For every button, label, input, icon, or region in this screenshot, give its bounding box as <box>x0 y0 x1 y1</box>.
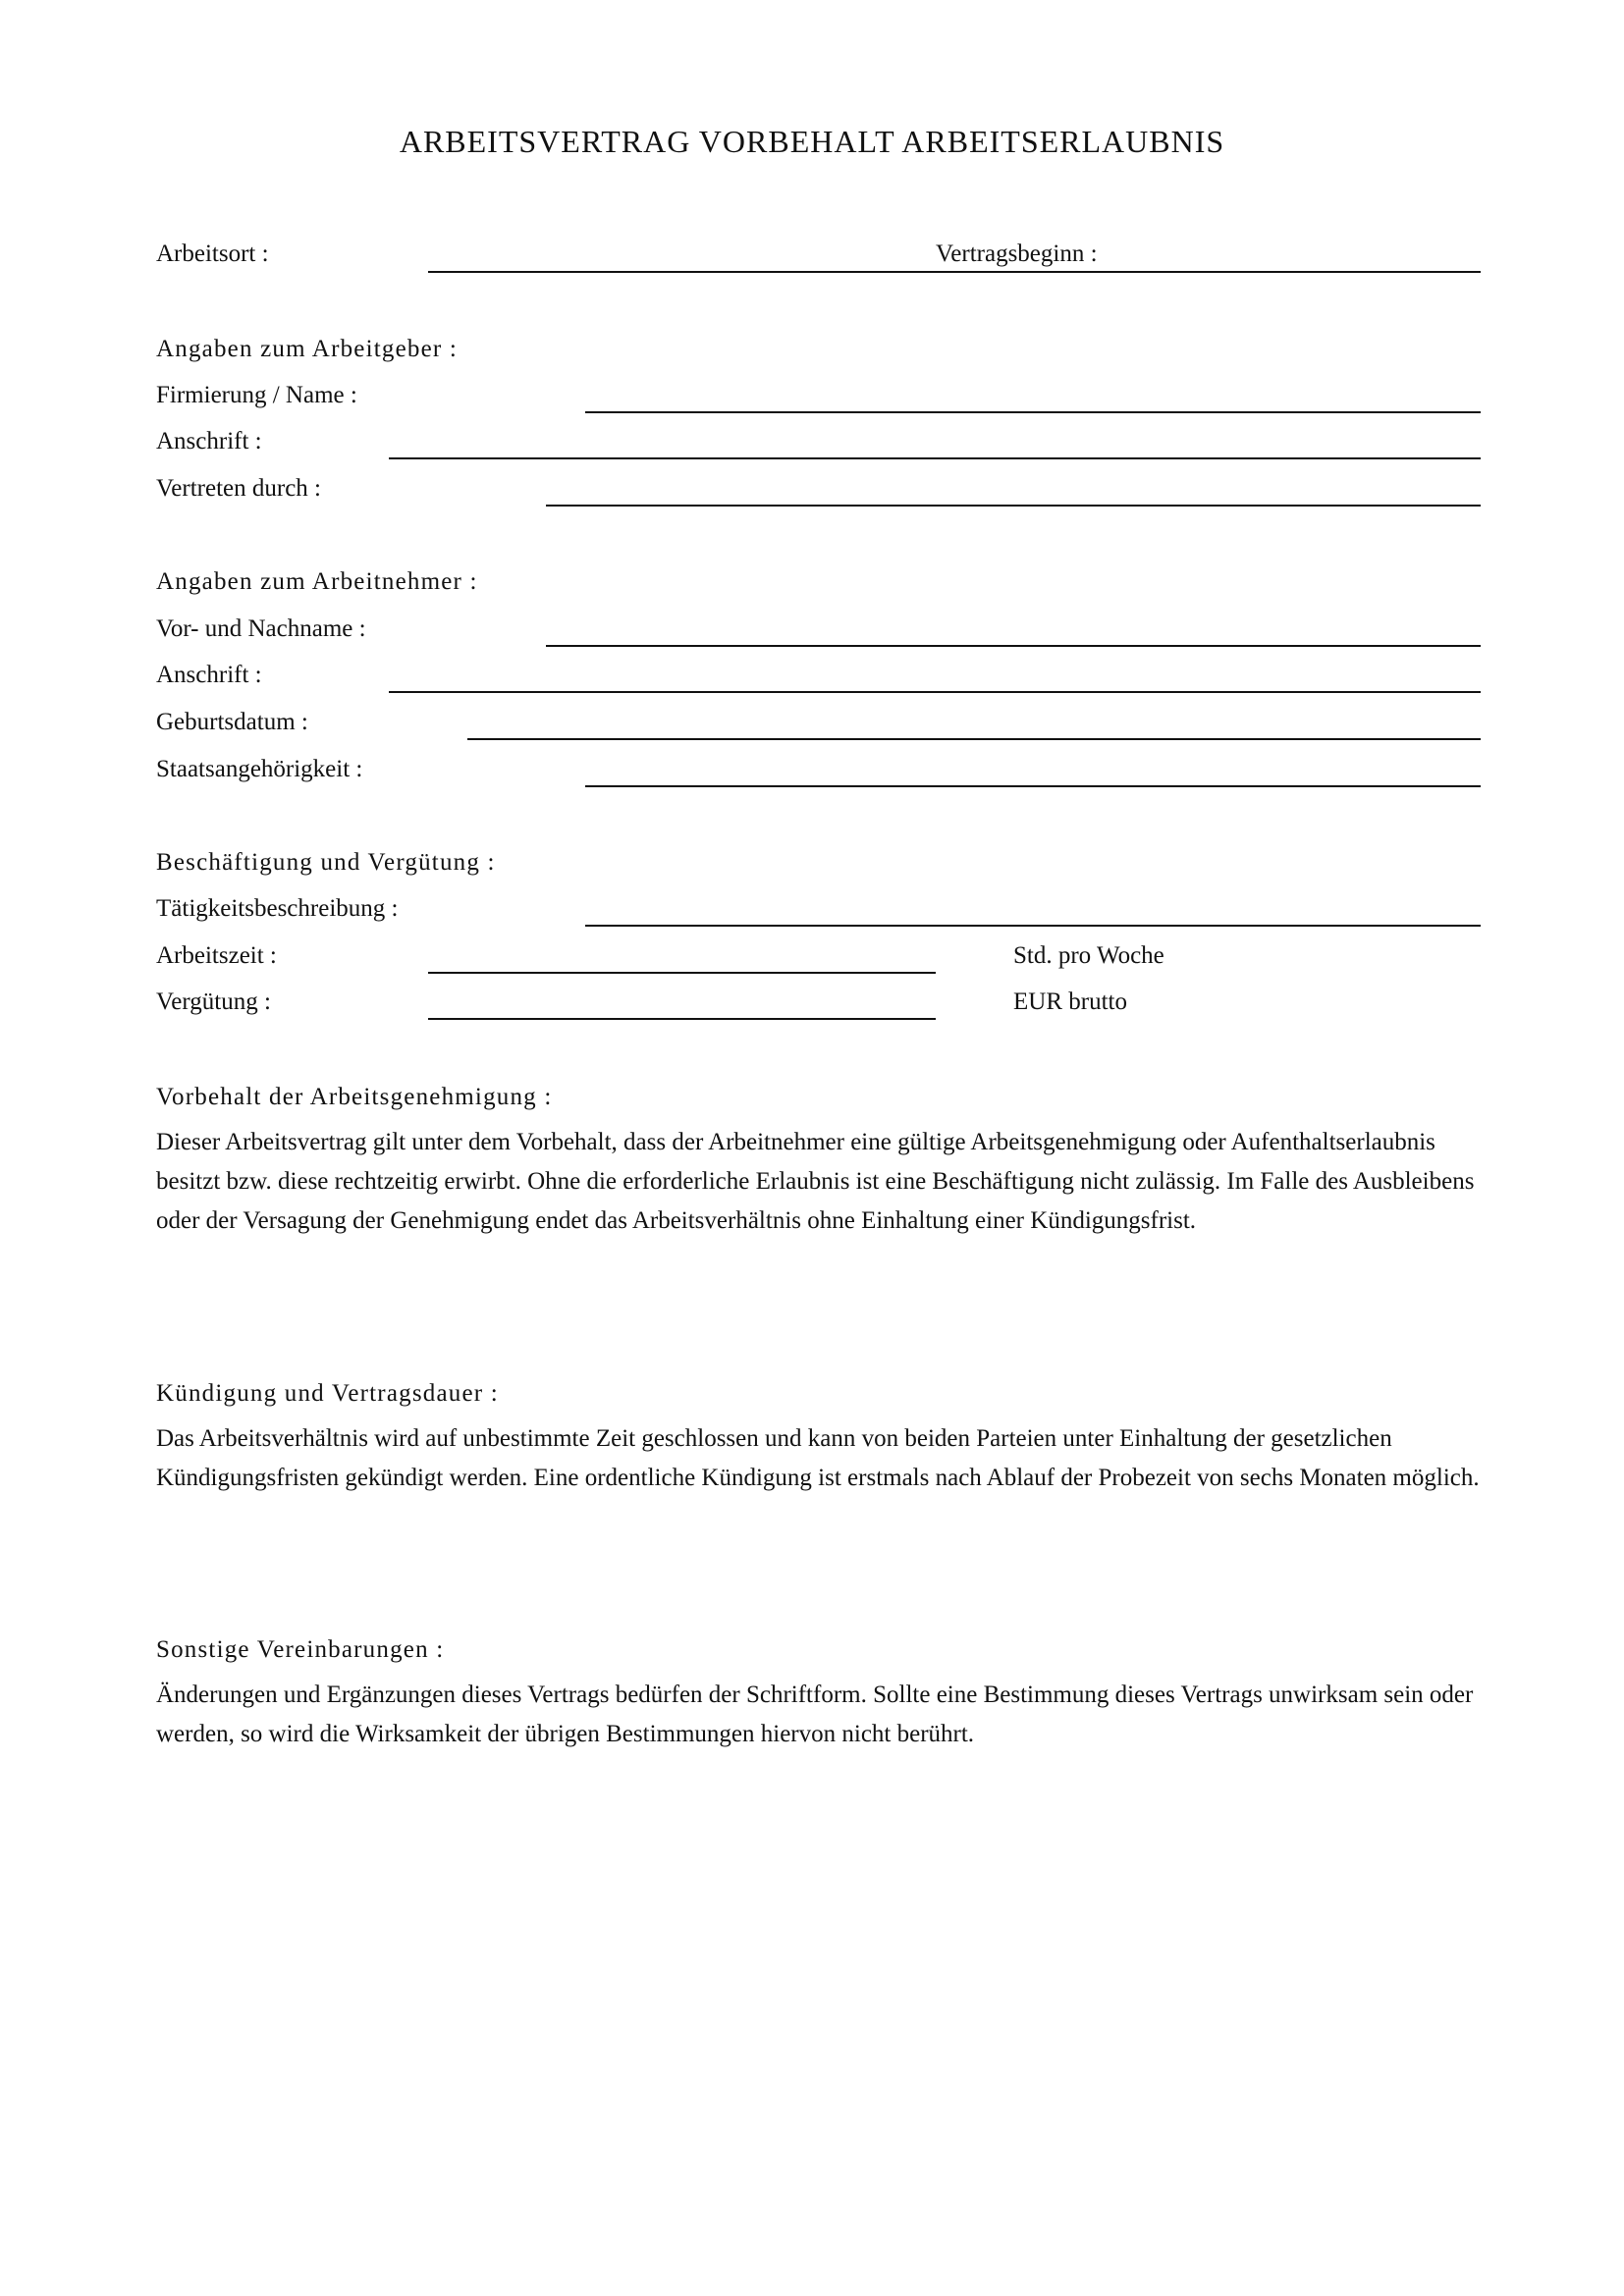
pay-label: Vergütung : <box>156 988 271 1015</box>
other-agreements-text: Änderungen und Ergänzungen dieses Vertrags bedürfen der Schriftform. Sollte eine Bestimmung dieses Vertrags unwirksam sein oder werden, so wird die Wirksamkeit der übrigen Bestimmungen hiervon nicht berührt. <box>156 1682 1474 1747</box>
employment-heading: Beschäftigung und Vergütung : <box>156 849 496 876</box>
contract-start-label: Vertragsbeginn : <box>936 240 1098 267</box>
other-agreements-heading: Sonstige Vereinbarungen : <box>156 1636 445 1663</box>
employee-nationality-label: Staatsangehörigkeit : <box>156 756 363 782</box>
activity-label: Tätigkeitsbeschreibung : <box>156 895 399 922</box>
workplace-label: Arbeitsort : <box>156 240 269 267</box>
work-permit-text: Dieser Arbeitsvertrag gilt unter dem Vorbehalt, dass der Arbeitnehmer eine gültige Arbeitsgenehmigung oder Aufenthaltserlaubnis besitzt bzw. diese rechtzeitig erwirbt. Ohne die erforderliche Erlaubnis ist eine Beschäftigung nicht zulässig. Im Falle des Ausbleibens oder der Versagung der Genehmigung endet das Arbeitsverhältnis ohne Einhaltung einer Kündigungsfrist. <box>156 1129 1475 1234</box>
employee-address-label: Anschrift : <box>156 662 262 688</box>
employer-represented-field-line[interactable] <box>546 505 1481 507</box>
employer-name-label: Firmierung / Name : <box>156 382 357 408</box>
employer-address-label: Anschrift : <box>156 428 262 454</box>
activity-field-line[interactable] <box>585 925 1481 927</box>
termination-text: Das Arbeitsverhältnis wird auf unbestimmte Zeit geschlossen und kann von beiden Parteien unter Einhaltung der gesetzlichen Kündigungsfristen gekündigt werden. Eine ordentliche Kündigung ist erstmals nach Ablauf der Probezeit von sechs Monaten möglich. <box>156 1425 1480 1491</box>
employee-birthdate-label: Geburtsdatum : <box>156 709 308 735</box>
employer-address-field-line[interactable] <box>389 457 1481 459</box>
working-hours-unit: Std. pro Woche <box>1013 942 1164 969</box>
employee-nationality-field-line[interactable] <box>585 785 1481 787</box>
employee-name-field-line[interactable] <box>546 645 1481 647</box>
termination-heading: Kündigung und Vertragsdauer : <box>156 1380 499 1407</box>
working-hours-label: Arbeitszeit : <box>156 942 277 969</box>
employee-address-field-line[interactable] <box>389 691 1481 693</box>
workplace-start-field-line[interactable] <box>428 271 1481 273</box>
pay-field-line[interactable] <box>428 1018 936 1020</box>
employer-represented-label: Vertreten durch : <box>156 475 321 502</box>
employee-heading: Angaben zum Arbeitnehmer : <box>156 568 478 595</box>
work-permit-heading: Vorbehalt der Arbeitsgenehmigung : <box>156 1084 553 1110</box>
employer-heading: Angaben zum Arbeitgeber : <box>156 336 458 362</box>
employer-name-field-line[interactable] <box>585 411 1481 413</box>
employee-birthdate-field-line[interactable] <box>467 738 1481 740</box>
pay-unit: EUR brutto <box>1013 988 1127 1015</box>
employee-name-label: Vor- und Nachname : <box>156 615 366 642</box>
working-hours-field-line[interactable] <box>428 972 936 974</box>
document-title: ARBEITSVERTRAG VORBEHALT ARBEITSERLAUBNIS <box>399 124 1225 159</box>
